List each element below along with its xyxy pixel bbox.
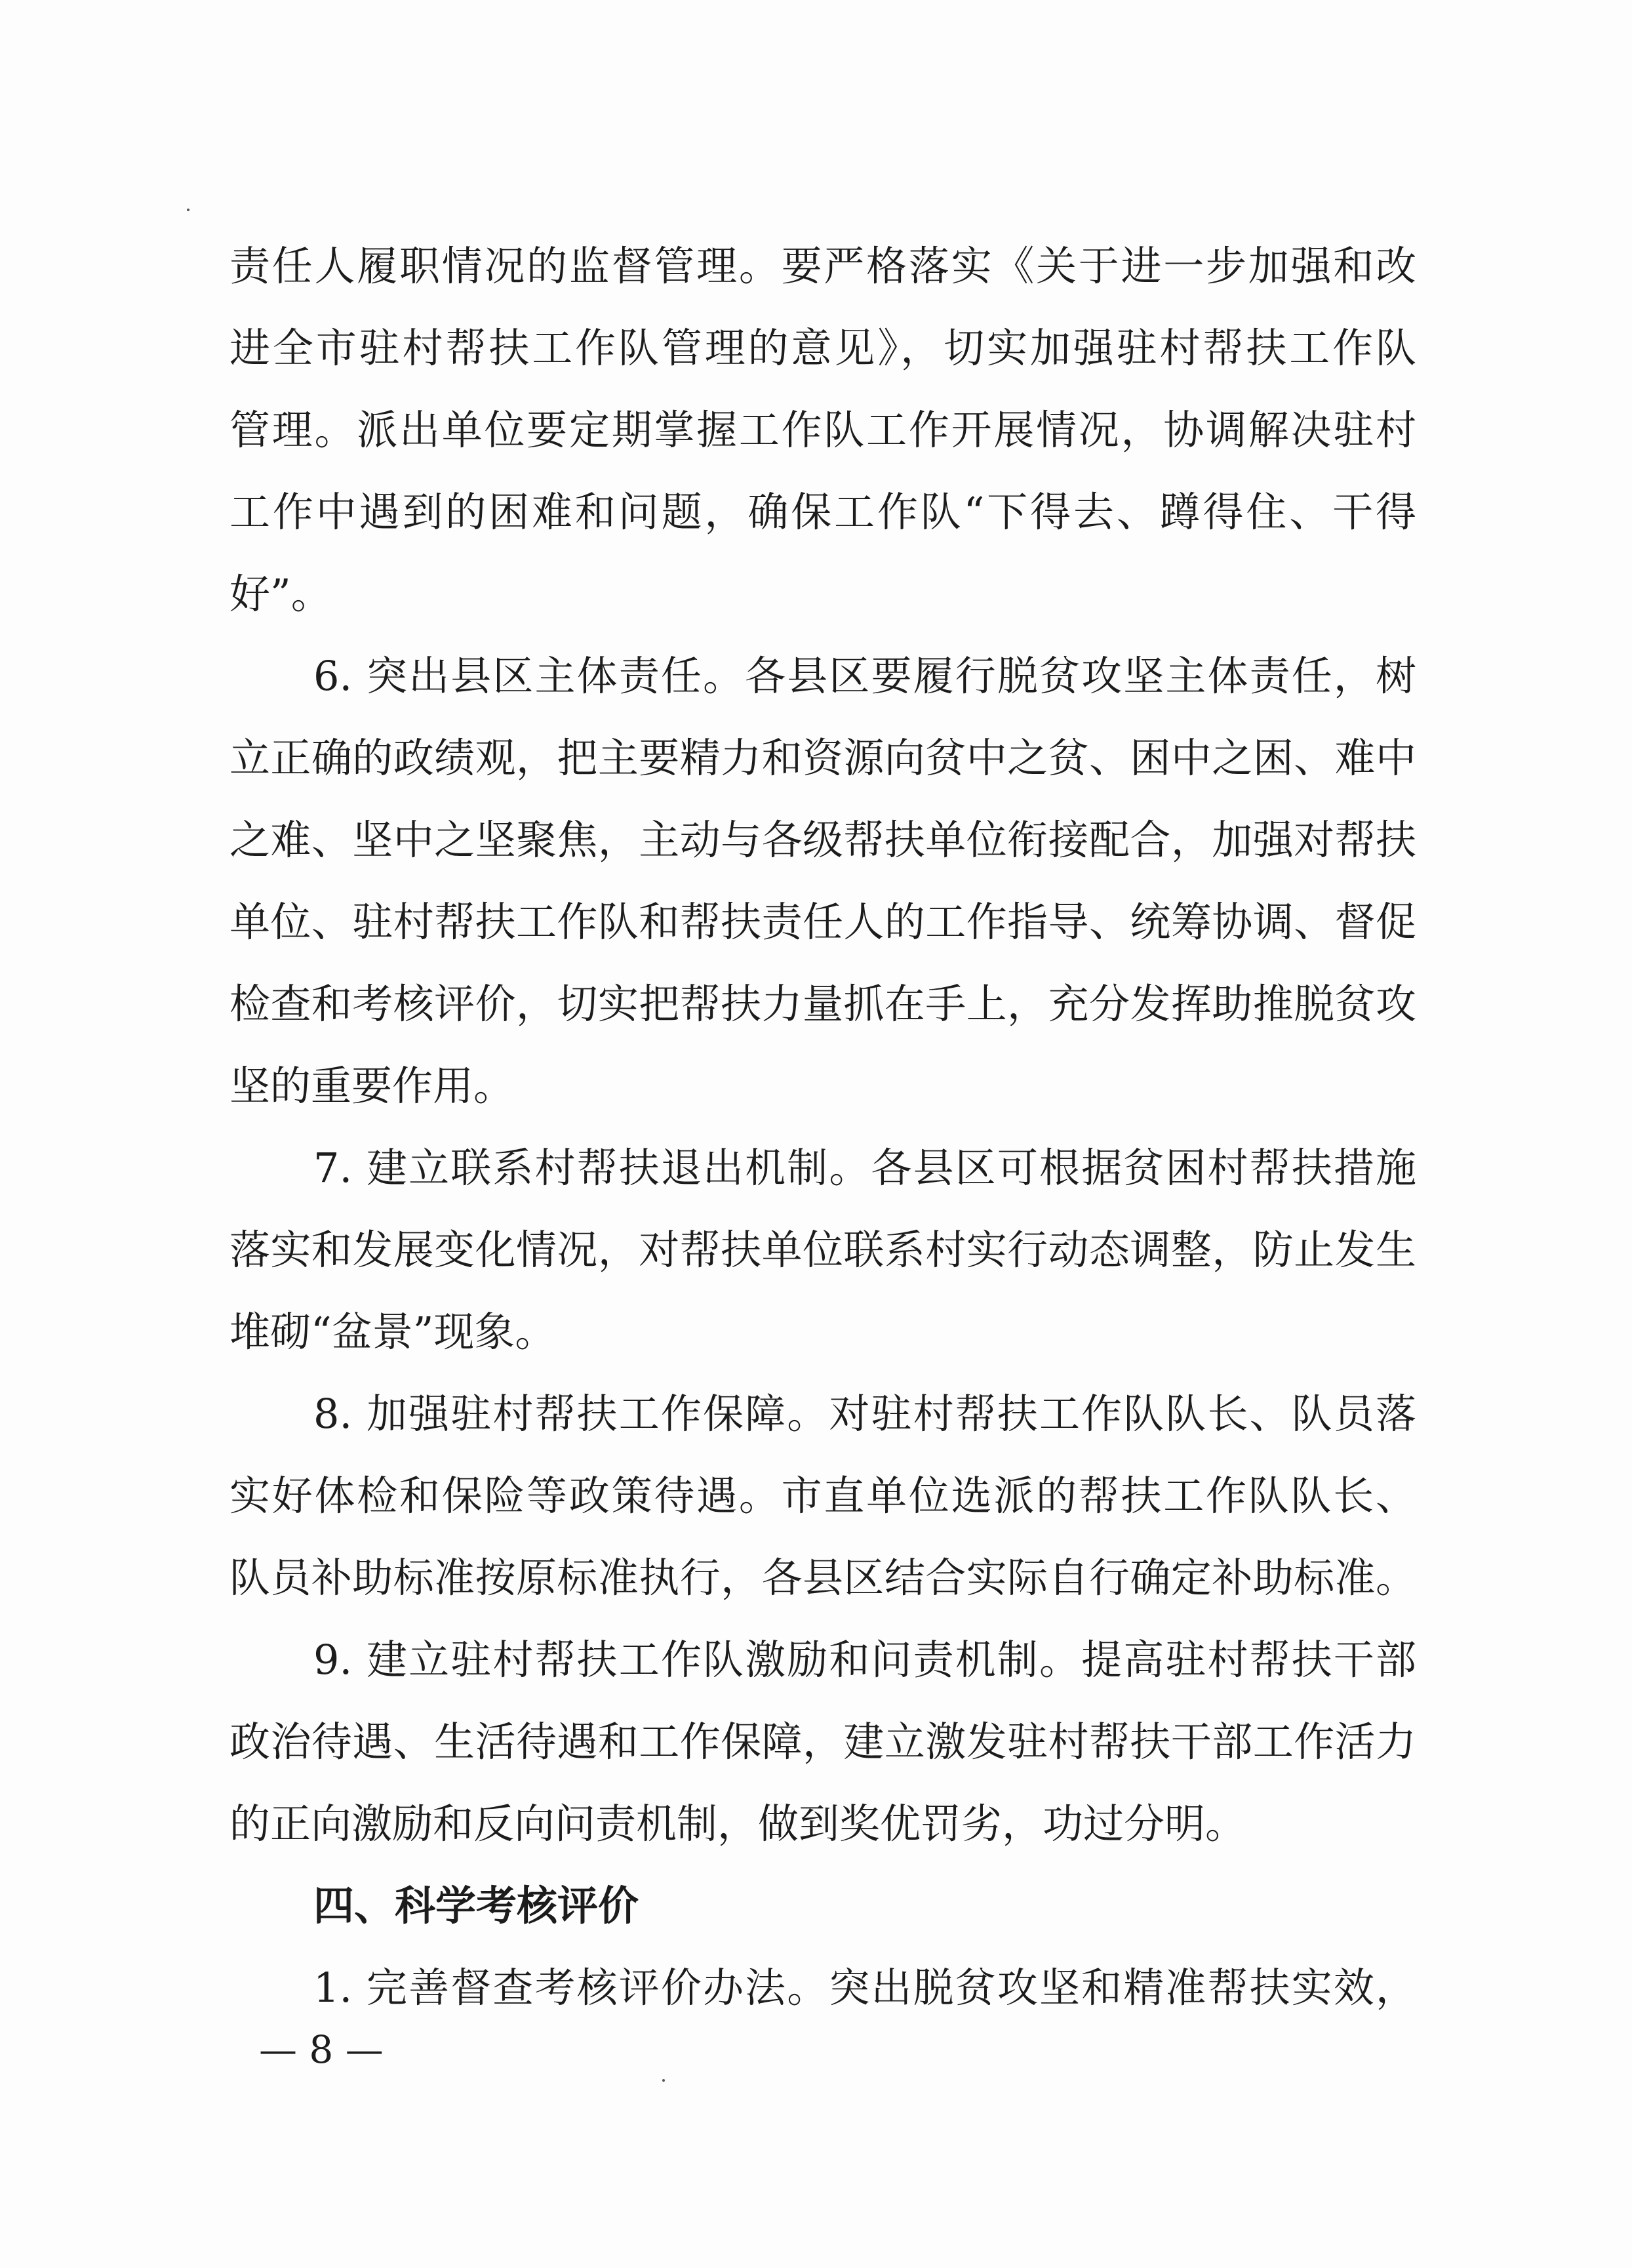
text-line-5: 好”。	[229, 570, 332, 618]
paragraph-7-start: 7. 建立联系村帮扶退出机制。各县区可根据贫困村帮扶措施	[313, 1144, 1416, 1192]
text-line-11: 坚的重要作用。	[229, 1062, 515, 1110]
text-line-10: 检查和考核评价，切实把帮扶力量抓在手上，充分发挥助推脱贫攻	[229, 980, 1416, 1028]
text-line-14: 堆砌“盆景”现象。	[229, 1308, 556, 1356]
paragraph-8-start: 8. 加强驻村帮扶工作保障。对驻村帮扶工作队队长、队员落	[313, 1390, 1416, 1438]
text-line-19: 政治待遇、生活待遇和工作保障，建立激发驻村帮扶干部工作活力	[229, 1718, 1416, 1766]
text-line-9: 单位、驻村帮扶工作队和帮扶责任人的工作指导、统筹协调、督促	[229, 898, 1416, 946]
paragraph-6-start: 6. 突出县区主体责任。各县区要履行脱贫攻坚主体责任，树	[313, 652, 1416, 700]
text-line-7: 立正确的政绩观，把主要精力和资源向贫中之贫、困中之困、难中	[229, 734, 1416, 782]
text-line-20: 的正向激励和反向问责机制，做到奖优罚劣，功过分明。	[229, 1800, 1246, 1848]
text-line-1: 责任人履职情况的监督管理。要严格落实《关于进一步加强和改	[229, 242, 1416, 290]
text-line-8: 之难、坚中之坚聚焦，主动与各级帮扶单位衔接配合，加强对帮扶	[229, 816, 1416, 864]
section-heading: 四、科学考核评价	[313, 1882, 639, 1930]
page-number: — 8 —	[259, 2027, 384, 2072]
paragraph-1-start: 1. 完善督查考核评价办法。突出脱贫攻坚和精准帮扶实效，	[313, 1964, 1416, 2012]
text-line-17: 队员补助标准按原标准执行，各县区结合实际自行确定补助标准。	[229, 1554, 1416, 1602]
scan-speck	[662, 2079, 665, 2082]
text-line-3: 管理。派出单位要定期掌握工作队工作开展情况，协调解决驻村	[229, 406, 1416, 454]
text-line-13: 落实和发展变化情况，对帮扶单位联系村实行动态调整，防止发生	[229, 1226, 1416, 1274]
paragraph-9-start: 9. 建立驻村帮扶工作队激励和问责机制。提高驻村帮扶干部	[313, 1636, 1416, 1684]
text-line-2: 进全市驻村帮扶工作队管理的意见》，切实加强驻村帮扶工作队	[229, 324, 1416, 372]
text-line-4: 工作中遇到的困难和问题，确保工作队“下得去、蹲得住、干得	[229, 488, 1416, 536]
text-line-16: 实好体检和保险等政策待遇。市直单位选派的帮扶工作队队长、	[229, 1472, 1416, 1520]
scan-speck	[187, 209, 189, 211]
